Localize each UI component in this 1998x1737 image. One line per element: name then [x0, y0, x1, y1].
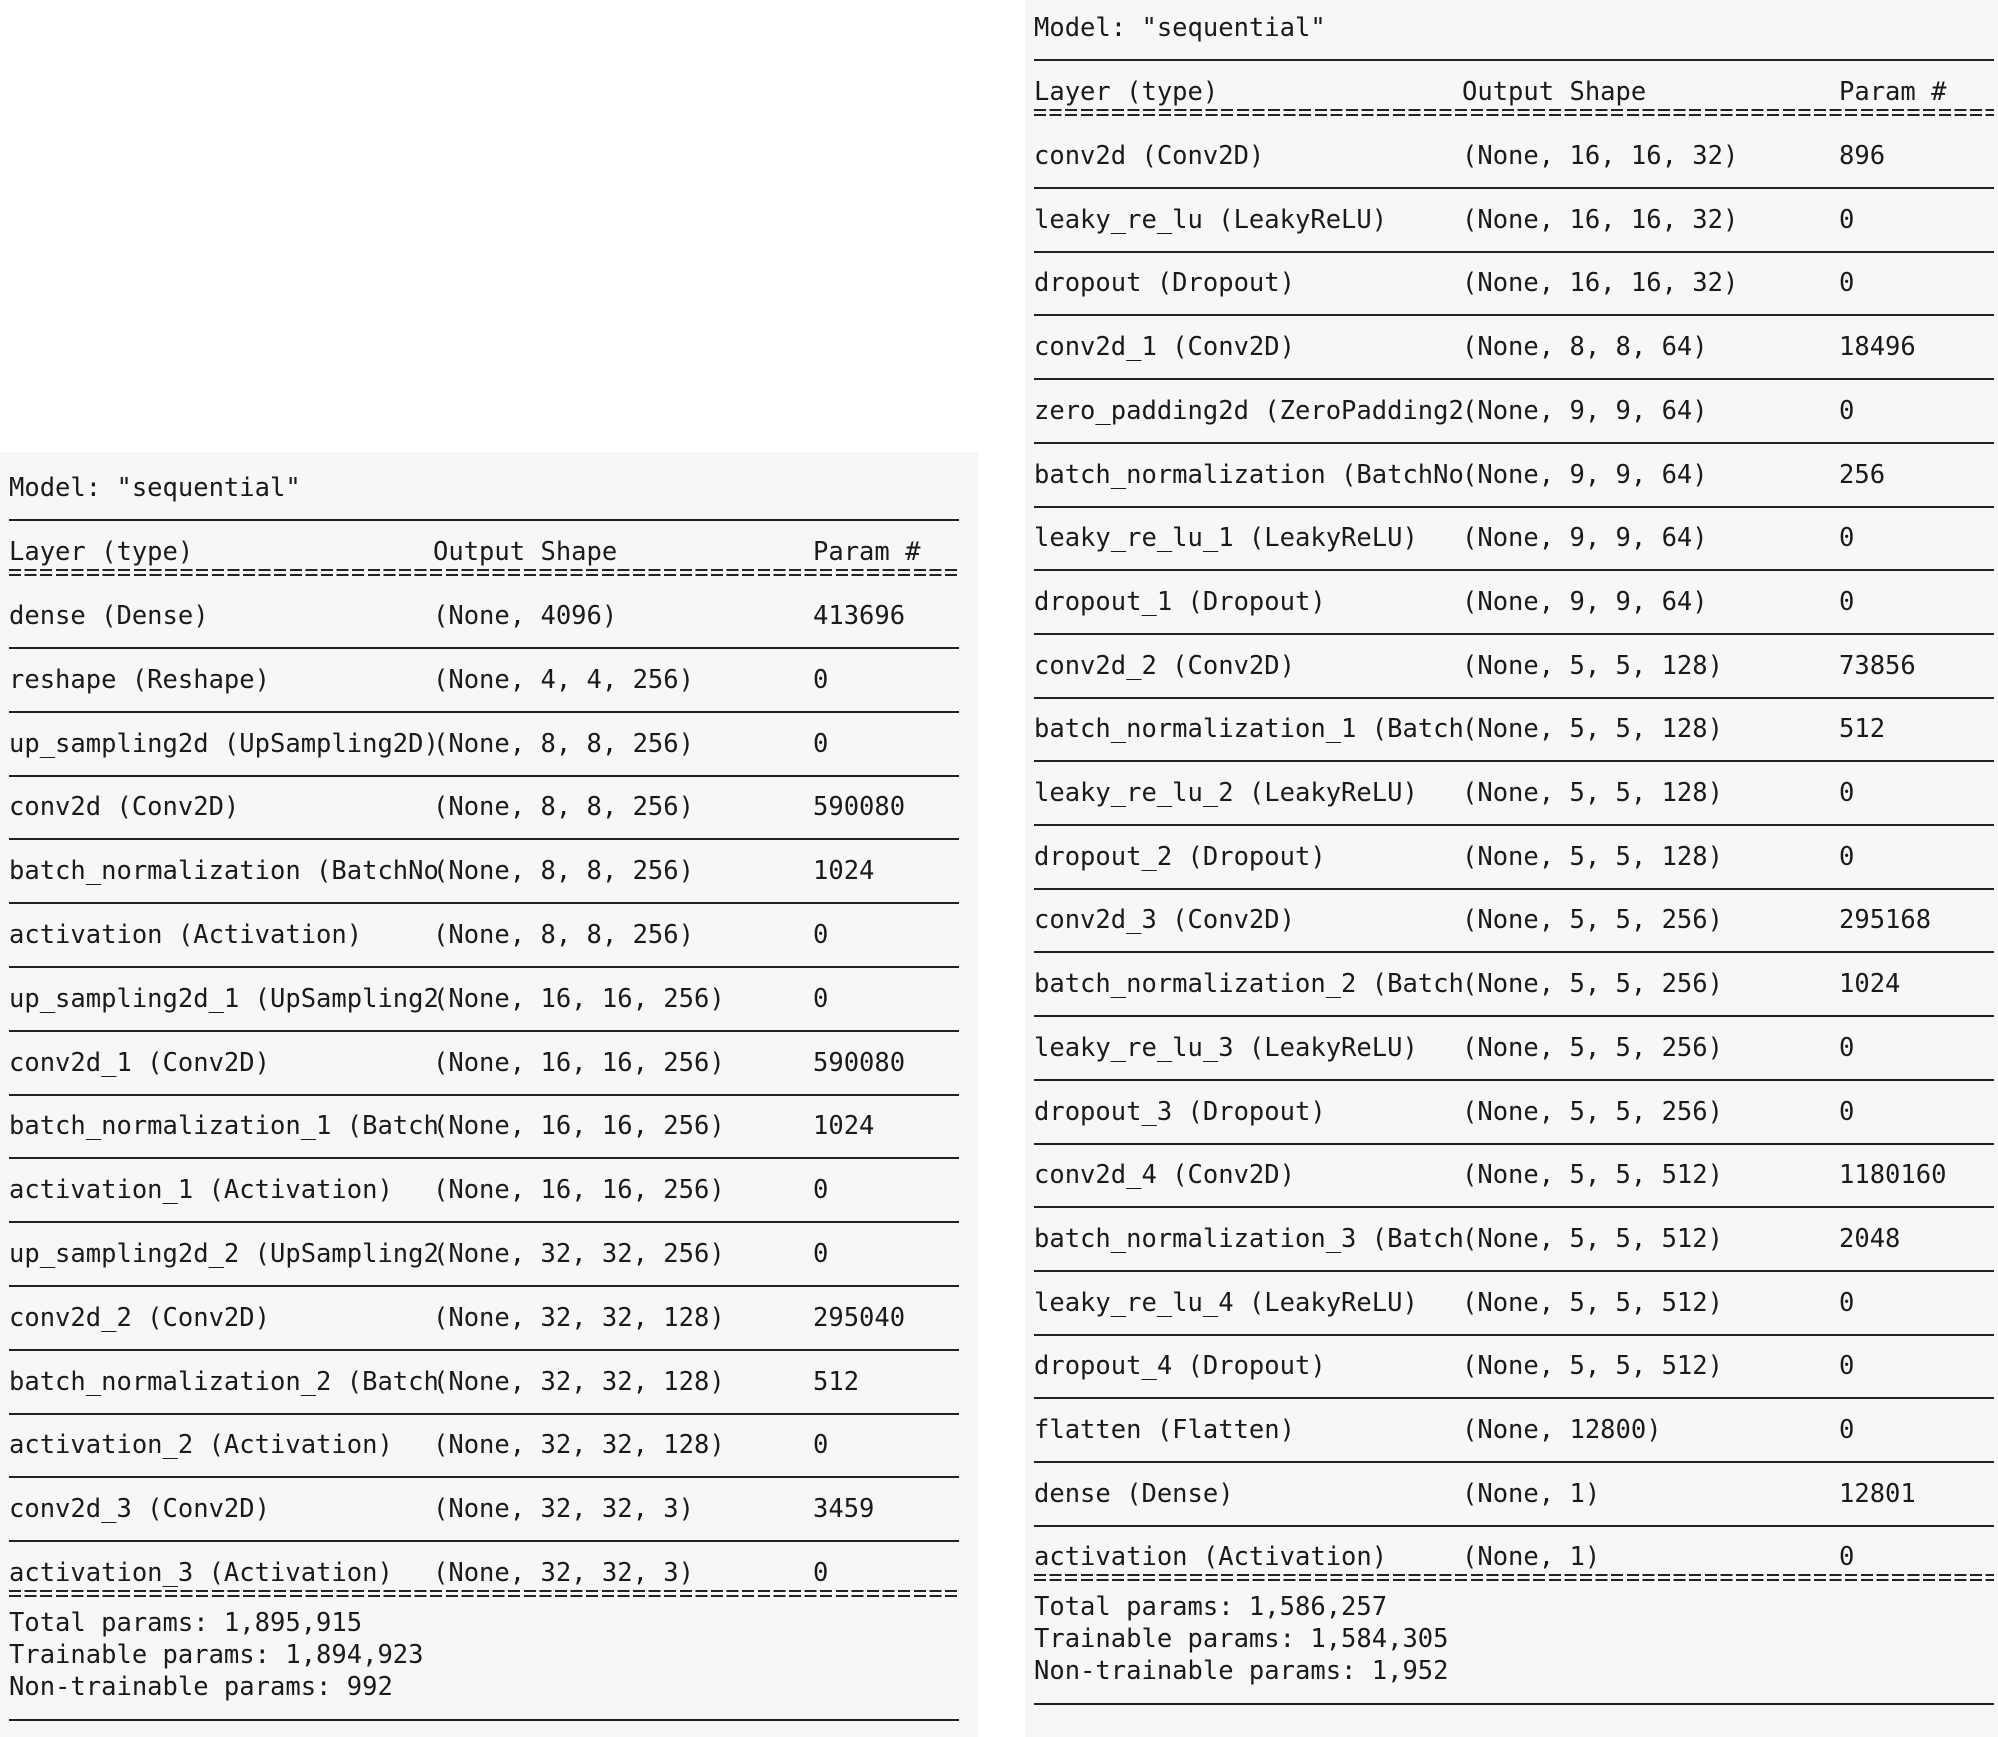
param-count: 1024 — [813, 1111, 875, 1142]
row-separator — [1034, 187, 1994, 189]
header-double-rule — [1034, 109, 1994, 116]
param-count: 1024 — [813, 856, 875, 887]
summary-text: Trainable params: 1,894,923 — [9, 1640, 424, 1670]
param-count: 1180160 — [1839, 1160, 1947, 1191]
row-separator — [9, 966, 959, 968]
row-separator — [1034, 1397, 1994, 1399]
header-param-count: Param # — [813, 537, 921, 567]
row-separator — [1034, 888, 1994, 890]
row-separator — [9, 1030, 959, 1032]
param-count: 0 — [813, 728, 829, 759]
output-shape: (None, 5, 5, 128) — [1462, 650, 1723, 681]
param-count: 0 — [1839, 1415, 1855, 1445]
param-count: 0 — [813, 1430, 829, 1461]
layer-name: dropout_3 (Dropout) — [1034, 1096, 1326, 1127]
layer-name: activation (Activation) — [9, 920, 363, 950]
layer-name: batch_normalization (BatchNo — [9, 856, 439, 887]
param-count: 0 — [1839, 1351, 1855, 1382]
layer-name: conv2d_2 (Conv2D) — [1034, 650, 1295, 681]
param-count: 2048 — [1839, 1223, 1901, 1254]
row-separator — [9, 1221, 959, 1223]
param-count: 0 — [1839, 204, 1855, 235]
output-shape: (None, 16, 16, 256) — [433, 1111, 725, 1142]
layer-name: flatten (Flatten) — [1034, 1415, 1295, 1445]
header-top-rule — [9, 519, 959, 521]
row-separator — [9, 711, 959, 713]
output-shape: (None, 16, 16, 256) — [433, 1047, 725, 1078]
header-top-rule — [1034, 59, 1994, 61]
param-count: 0 — [1839, 1032, 1855, 1063]
row-separator — [1034, 824, 1994, 826]
output-shape: (None, 5, 5, 256) — [1462, 1032, 1723, 1063]
model-title-text: Model: "sequential" — [9, 473, 301, 503]
param-count: 0 — [1839, 1096, 1855, 1127]
layer-name: dense (Dense) — [1034, 1478, 1234, 1509]
layer-name: batch_normalization_3 (Batch — [1034, 1223, 1464, 1254]
row-separator — [1034, 1461, 1994, 1463]
row-separator — [1034, 1206, 1994, 1208]
layer-name: activation (Activation) — [1034, 1542, 1388, 1573]
param-count: 590080 — [813, 1047, 906, 1078]
output-shape: (None, 9, 9, 64) — [1462, 586, 1708, 617]
layer-name: dense (Dense) — [9, 601, 209, 631]
output-shape: (None, 32, 32, 128) — [433, 1366, 725, 1397]
param-count: 18496 — [1839, 332, 1916, 363]
layer-name: conv2d_4 (Conv2D) — [1034, 1160, 1295, 1191]
output-shape: (None, 8, 8, 256) — [433, 792, 694, 823]
layer-name: dropout_2 (Dropout) — [1034, 841, 1326, 872]
param-count: 0 — [1839, 841, 1855, 872]
row-separator — [1034, 760, 1994, 762]
double-rule-line — [9, 569, 959, 571]
layer-name: leaky_re_lu_3 (LeakyReLU) — [1034, 1032, 1418, 1063]
param-count: 0 — [813, 1175, 829, 1206]
output-shape: (None, 32, 32, 128) — [433, 1430, 725, 1461]
param-count: 12801 — [1839, 1478, 1916, 1509]
layer-name: conv2d_1 (Conv2D) — [1034, 332, 1295, 363]
param-count: 512 — [1839, 714, 1886, 745]
output-shape: (None, 16, 16, 32) — [1462, 141, 1739, 171]
double-rule-line — [1034, 1574, 1994, 1576]
layer-name: leaky_re_lu_1 (LeakyReLU) — [1034, 523, 1418, 554]
summary-double-rule — [9, 1590, 959, 1597]
summary-text: Non-trainable params: 1,952 — [1034, 1656, 1449, 1687]
layer-name: dropout_4 (Dropout) — [1034, 1351, 1326, 1382]
layer-name: up_sampling2d (UpSampling2D) — [9, 728, 439, 759]
model-title-text: Model: "sequential" — [1034, 13, 1326, 43]
row-separator — [1034, 378, 1994, 380]
layer-name: batch_normalization_2 (Batch — [1034, 969, 1464, 1000]
param-count: 73856 — [1839, 650, 1916, 681]
param-count: 0 — [813, 1239, 829, 1269]
param-count: 295168 — [1839, 905, 1932, 936]
summary-text: Total params: 1,586,257 — [1034, 1592, 1388, 1623]
row-separator — [1034, 1334, 1994, 1336]
output-shape: (None, 32, 32, 128) — [433, 1302, 725, 1333]
double-rule-line — [9, 574, 959, 576]
output-shape: (None, 32, 32, 3) — [433, 1494, 694, 1525]
output-shape: (None, 5, 5, 128) — [1462, 778, 1723, 808]
summary-text: Non-trainable params: 992 — [9, 1672, 393, 1702]
output-shape: (None, 8, 8, 256) — [433, 920, 694, 950]
header-layer-type: Layer (type) — [1034, 77, 1219, 107]
summary-text: Total params: 1,895,915 — [9, 1608, 363, 1638]
row-separator — [9, 1157, 959, 1159]
row-separator — [1034, 1079, 1994, 1081]
layer-name: dropout (Dropout) — [1034, 268, 1295, 299]
param-count: 413696 — [813, 601, 906, 631]
output-shape: (None, 9, 9, 64) — [1462, 395, 1708, 426]
row-separator — [9, 1349, 959, 1351]
header-layer-type: Layer (type) — [9, 537, 194, 567]
bottom-rule — [1034, 1703, 1994, 1705]
output-shape: (None, 5, 5, 256) — [1462, 969, 1723, 1000]
row-separator — [1034, 569, 1994, 571]
layer-name: reshape (Reshape) — [9, 664, 270, 695]
layer-name: conv2d_1 (Conv2D) — [9, 1047, 270, 1078]
row-separator — [1034, 633, 1994, 635]
param-count: 0 — [1839, 268, 1855, 299]
param-count: 0 — [1839, 523, 1855, 554]
row-separator — [1034, 697, 1994, 699]
double-rule-line — [1034, 114, 1994, 116]
layer-name: dropout_1 (Dropout) — [1034, 586, 1326, 617]
header-param-count: Param # — [1839, 77, 1947, 107]
output-shape: (None, 5, 5, 256) — [1462, 905, 1723, 936]
discriminator-summary-panel — [1025, 0, 1998, 1737]
row-separator — [9, 1285, 959, 1287]
bottom-rule — [9, 1719, 959, 1721]
layer-name: activation_3 (Activation) — [9, 1558, 393, 1588]
output-shape: (None, 8, 8, 256) — [433, 728, 694, 759]
layer-name: up_sampling2d_1 (UpSampling2 — [9, 983, 439, 1014]
param-count: 896 — [1839, 141, 1886, 171]
param-count: 1024 — [1839, 969, 1901, 1000]
row-separator — [9, 1476, 959, 1478]
row-separator — [9, 902, 959, 904]
param-count: 0 — [1839, 778, 1855, 808]
output-shape: (None, 16, 16, 256) — [433, 983, 725, 1014]
output-shape: (None, 1) — [1462, 1478, 1601, 1509]
summary-text: Trainable params: 1,584,305 — [1034, 1624, 1449, 1655]
layer-name: leaky_re_lu (LeakyReLU) — [1034, 204, 1388, 235]
header-output-shape: Output Shape — [433, 537, 618, 567]
row-separator — [1034, 1270, 1994, 1272]
row-separator — [9, 1540, 959, 1542]
layer-name: batch_normalization_1 (Batch — [9, 1111, 439, 1142]
double-rule-line — [1034, 109, 1994, 111]
param-count: 0 — [1839, 1287, 1855, 1318]
output-shape: (None, 12800) — [1462, 1415, 1662, 1445]
double-rule-line — [1034, 1579, 1994, 1581]
double-rule-line — [9, 1590, 959, 1592]
output-shape: (None, 4096) — [433, 601, 618, 631]
output-shape: (None, 8, 8, 64) — [1462, 332, 1708, 363]
row-separator — [1034, 442, 1994, 444]
output-shape: (None, 1) — [1462, 1542, 1601, 1573]
param-count: 0 — [813, 664, 829, 695]
param-count: 590080 — [813, 792, 906, 823]
output-shape: (None, 8, 8, 256) — [433, 856, 694, 887]
param-count: 0 — [1839, 395, 1855, 426]
row-separator — [1034, 1525, 1994, 1527]
output-shape: (None, 16, 16, 32) — [1462, 268, 1739, 299]
row-separator — [1034, 314, 1994, 316]
layer-name: batch_normalization_2 (Batch — [9, 1366, 439, 1397]
layer-name: batch_normalization_1 (Batch — [1034, 714, 1464, 745]
param-count: 256 — [1839, 459, 1886, 490]
param-count: 0 — [813, 1558, 829, 1588]
row-separator — [1034, 1015, 1994, 1017]
row-separator — [9, 838, 959, 840]
output-shape: (None, 5, 5, 512) — [1462, 1223, 1723, 1254]
output-shape: (None, 5, 5, 128) — [1462, 714, 1723, 745]
param-count: 0 — [813, 920, 829, 950]
output-shape: (None, 5, 5, 128) — [1462, 841, 1723, 872]
summary-double-rule — [1034, 1574, 1994, 1581]
layer-name: conv2d_3 (Conv2D) — [1034, 905, 1295, 936]
param-count: 0 — [1839, 586, 1855, 617]
row-separator — [9, 775, 959, 777]
output-shape: (None, 5, 5, 512) — [1462, 1351, 1723, 1382]
generator-summary-panel — [0, 452, 978, 1737]
row-separator — [1034, 506, 1994, 508]
header-output-shape: Output Shape — [1462, 77, 1647, 107]
output-shape: (None, 9, 9, 64) — [1462, 459, 1708, 490]
layer-name: up_sampling2d_2 (UpSampling2 — [9, 1239, 439, 1269]
output-shape: (None, 4, 4, 256) — [433, 664, 694, 695]
layer-name: conv2d (Conv2D) — [9, 792, 240, 823]
param-count: 0 — [1839, 1542, 1855, 1573]
layer-name: activation_1 (Activation) — [9, 1175, 393, 1206]
row-separator — [9, 1413, 959, 1415]
layer-name: leaky_re_lu_2 (LeakyReLU) — [1034, 778, 1418, 808]
row-separator — [1034, 1143, 1994, 1145]
param-count: 512 — [813, 1366, 860, 1397]
row-separator — [1034, 951, 1994, 953]
output-shape: (None, 5, 5, 512) — [1462, 1287, 1723, 1318]
param-count: 295040 — [813, 1302, 906, 1333]
double-rule-line — [9, 1595, 959, 1597]
output-shape: (None, 9, 9, 64) — [1462, 523, 1708, 554]
output-shape: (None, 32, 32, 3) — [433, 1558, 694, 1588]
header-double-rule — [9, 569, 959, 576]
param-count: 3459 — [813, 1494, 875, 1525]
row-separator — [9, 1094, 959, 1096]
layer-name: conv2d_3 (Conv2D) — [9, 1494, 270, 1525]
row-separator — [9, 647, 959, 649]
output-shape: (None, 16, 16, 32) — [1462, 204, 1739, 235]
layer-name: activation_2 (Activation) — [9, 1430, 393, 1461]
layer-name: batch_normalization (BatchNo — [1034, 459, 1464, 490]
output-shape: (None, 16, 16, 256) — [433, 1175, 725, 1206]
output-shape: (None, 32, 32, 256) — [433, 1239, 725, 1269]
layer-name: zero_padding2d (ZeroPadding2 — [1034, 395, 1464, 426]
output-shape: (None, 5, 5, 512) — [1462, 1160, 1723, 1191]
output-shape: (None, 5, 5, 256) — [1462, 1096, 1723, 1127]
param-count: 0 — [813, 983, 829, 1014]
row-separator — [1034, 251, 1994, 253]
layer-name: conv2d_2 (Conv2D) — [9, 1302, 270, 1333]
layer-name: conv2d (Conv2D) — [1034, 141, 1265, 171]
layer-name: leaky_re_lu_4 (LeakyReLU) — [1034, 1287, 1418, 1318]
